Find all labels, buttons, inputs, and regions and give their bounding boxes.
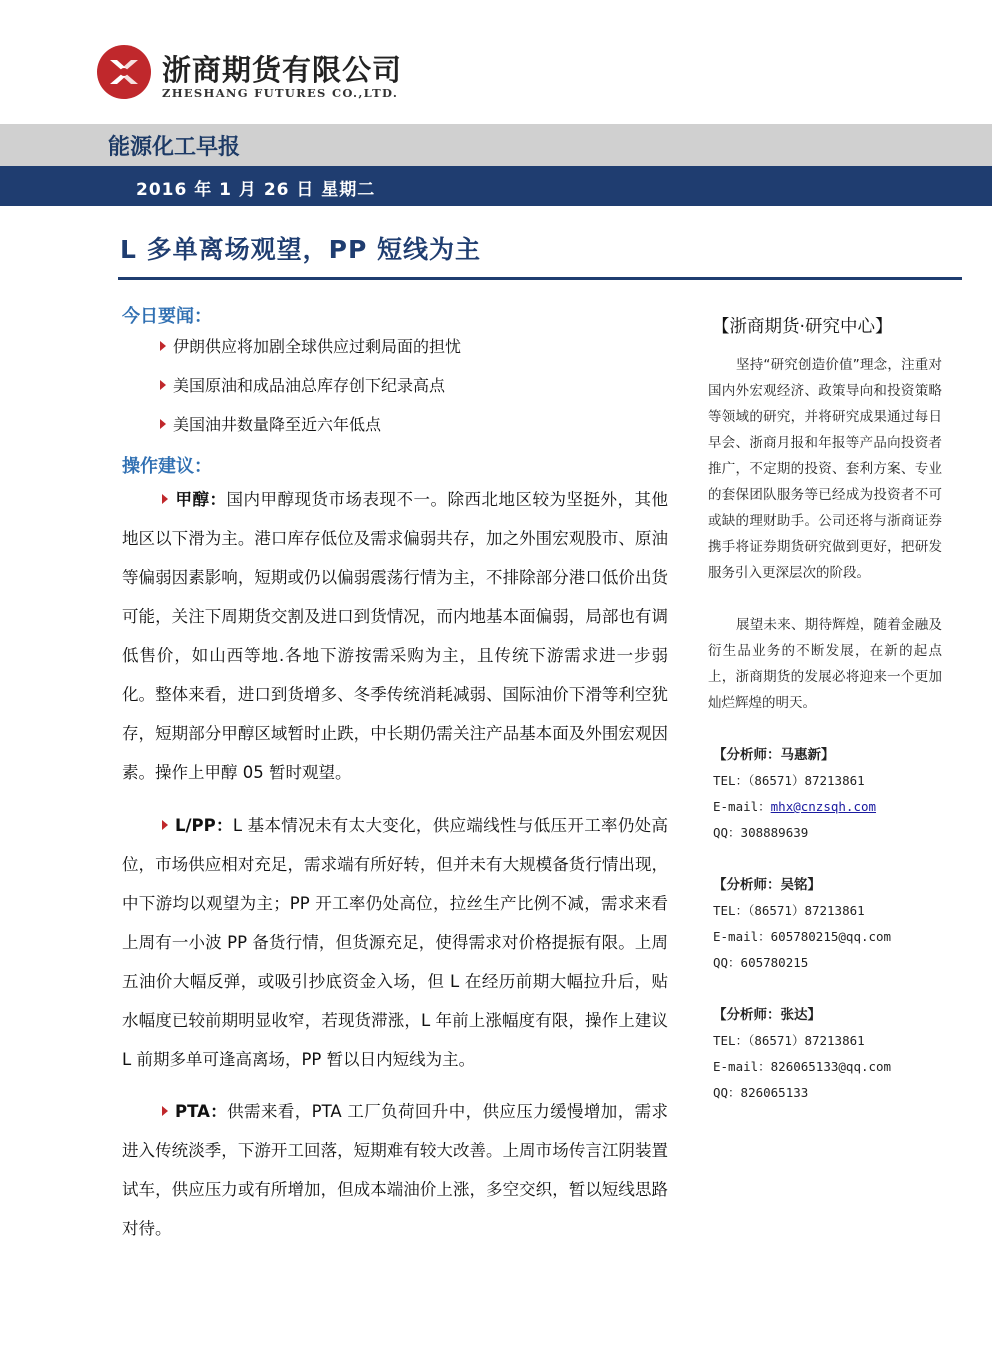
methanol-text: 国内甲醇现货市场表现不一。除西北地区较为坚挺外，其他地区以下滑为主。港口库存低位及需求偏弱共存，加之外围宏观股市、原油等偏弱因素影响，短期或仍以偏弱震荡行情为主，不排除部分港口低价出货可能，关注下周期货交割及进口到货情况，而内地基本面偏弱，局部也有调低售价，如山西等地.各地下游按需采购为主，且传统下游需求进一步弱化。整体来看，进口到货增多、冬季传统消耗减弱、国际油价下滑等利空犹存，短期部分甲醇区域暂时止跌，中长期仍需关注产品基本面及外围宏观因素。操作上甲醇 05 暂时观望。 bbox=[122, 490, 668, 782]
report-date: 2016 年 1 月 26 日 星期二 bbox=[136, 180, 376, 200]
analyst-qq: QQ：826065133 bbox=[713, 1085, 809, 1100]
research-center-outlook: 展望未来、期待辉煌，随着金融及衍生品业务的不断发展，在新的起点上，浙商期货的发展必将迎来一个更加灿烂辉煌的明天。 bbox=[708, 617, 942, 711]
analyst-tel: TEL：（86571）87213861 bbox=[713, 773, 865, 788]
bullet-icon bbox=[160, 341, 166, 351]
analyst-email: 826065133@qq.com bbox=[770, 1059, 892, 1074]
pta-label: PTA： bbox=[175, 1102, 228, 1121]
analyst-name: 【分析师：马惠新】 bbox=[713, 747, 835, 763]
company-name-cn: 浙商期货有限公司 bbox=[162, 53, 403, 87]
ops-section-title: 操作建议： bbox=[122, 456, 212, 477]
analyst-email-link[interactable]: mhx@cnzsqh.com bbox=[770, 799, 877, 814]
lpp-text: L 基本情况未有太大变化，供应端线性与低压开工率仍处高位，市场供应相对充足，需求端有所好转，但并未有大规模备货行情出现，中下游均以观望为主；PP 开工率仍处高位，拉丝生产比例不减，需求来看上周有一小波 PP 备货行情，但货源充足，使得需求对价格提振有限。上周五油价大幅反弹，或吸引抄底资金入场，但 L 在经历前期大幅拉升后，贴水幅度已较前期明显收窄，若现货滞涨，L 年前上涨幅度有限，操作上建议 L 前期多单可逢高离场，PP 暂以日内短线为主。 bbox=[122, 816, 669, 1069]
report-type: 能源化工早报 bbox=[108, 135, 241, 160]
methanol-label: 甲醇： bbox=[175, 490, 227, 509]
analyst-card bbox=[713, 1002, 891, 1106]
bullet-icon bbox=[162, 1106, 168, 1116]
research-center-title: 【浙商期货·研究中心】 bbox=[712, 317, 893, 337]
news-item: 美国原油和成品油总库存创下纪录高点 bbox=[160, 373, 445, 396]
news-item: 美国油井数量降至近六年低点 bbox=[160, 412, 381, 435]
lpp-label: L/PP： bbox=[175, 816, 233, 835]
analyst-name: 【分析师：张达】 bbox=[713, 1007, 821, 1023]
analyst-card bbox=[713, 742, 876, 846]
analyst-email: 605780215@qq.com bbox=[770, 929, 892, 944]
analyst-tel: TEL：（86571）87213861 bbox=[713, 1033, 865, 1048]
headline-divider bbox=[118, 277, 962, 280]
methanol-paragraph bbox=[122, 480, 668, 792]
analyst-tel: TEL：（86571）87213861 bbox=[713, 903, 865, 918]
bullet-icon bbox=[162, 494, 168, 504]
analyst-qq: QQ：605780215 bbox=[713, 955, 809, 970]
news-item: 伊朗供应将加剧全球供应过剩局面的担忧 bbox=[160, 334, 461, 357]
headline: L 多单离场观望，PP 短线为主 bbox=[120, 235, 481, 264]
pta-text: 供需来看，PTA 工厂负荷回升中，供应压力缓慢增加，需求进入传统淡季，下游开工回落，短期难有较大改善。上周市场传言江阴装置试车，供应压力或有所增加，但成本端油价上涨，多空交织，暂以短线思路对待。 bbox=[122, 1102, 668, 1238]
lpp-paragraph bbox=[122, 806, 668, 1079]
date-band bbox=[0, 166, 992, 206]
pta-paragraph bbox=[122, 1092, 668, 1248]
analyst-card bbox=[713, 872, 891, 976]
report-type-band bbox=[0, 124, 992, 166]
analyst-email-row: E-mail：605780215@qq.com bbox=[713, 929, 892, 944]
bullet-icon bbox=[160, 419, 166, 429]
analyst-qq: QQ：308889639 bbox=[713, 825, 809, 840]
company-logo bbox=[96, 44, 152, 100]
company-name-en: ZHESHANG FUTURES CO.,LTD. bbox=[162, 86, 399, 100]
news-section-title: 今日要闻： bbox=[122, 306, 212, 327]
bullet-icon bbox=[160, 380, 166, 390]
bullet-icon bbox=[162, 820, 168, 830]
research-center-intro: 坚持“研究创造价值”理念，注重对国内外宏观经济、政策导向和投资策略等领域的研究，并将研究成果通过每日早会、浙商月报和年报等产品向投资者推广，不定期的投资、套利方案、专业的套保团队服务等已经成为投资者不可或缺的理财助手。公司还将与浙商证券携手将证券期货研究做到更好，把研发服务引入更深层次的阶段。 bbox=[708, 357, 942, 581]
analyst-email-row: E-mail：826065133@qq.com bbox=[713, 1059, 892, 1074]
analyst-email-row: E-mail：mhx@cnzsqh.com bbox=[713, 799, 877, 814]
analyst-name: 【分析师：吴铭】 bbox=[713, 877, 821, 893]
